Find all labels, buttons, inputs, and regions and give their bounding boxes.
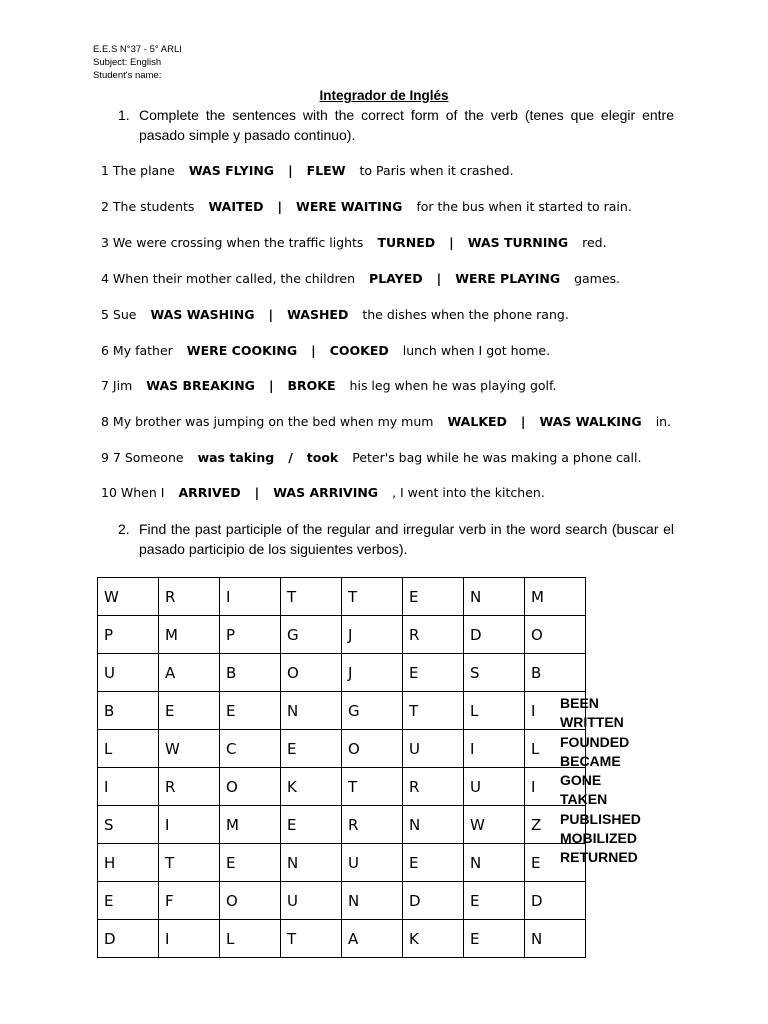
grid-cell: E [464,882,525,920]
verb-option-2: BROKE [287,378,336,393]
exercise-1-number: 1. [118,107,130,123]
grid-cell: R [403,768,464,806]
sentence-text: 1 The plane [101,163,175,178]
grid-cell: E [464,920,525,958]
grid-cell: L [464,692,525,730]
subject-line: Subject: English [93,57,162,68]
grid-cell: T [342,768,403,806]
grid-cell: F [159,882,220,920]
sentence-10 [101,485,545,500]
grid-cell: R [403,616,464,654]
sentence-text: 5 Sue [101,307,137,322]
sentence-5 [101,307,569,322]
option-separator: | [268,378,274,393]
grid-cell: R [159,768,220,806]
sentence-ending: games. [574,271,621,286]
sentence-4 [101,271,620,286]
grid-cell: E [525,844,586,882]
grid-cell: E [281,730,342,768]
grid-cell: T [159,844,220,882]
sentence-text: 6 My father [101,343,173,358]
sentence-ending: to Paris when it crashed. [359,163,514,178]
grid-cell: T [403,692,464,730]
sentence-text: 3 We were crossing when the traffic lights [101,235,364,250]
grid-cell: W [464,806,525,844]
grid-cell: T [281,920,342,958]
grid-cell: I [464,730,525,768]
grid-cell: I [525,692,586,730]
exercise-2-number: 2. [118,521,130,537]
grid-row [98,616,586,654]
verb-option-2: WAS ARRIVING [273,485,379,500]
grid-cell: C [220,730,281,768]
verb-option-2: FLEW [306,163,346,178]
sentence-1 [101,163,514,178]
verb-option-1: WERE COOKING [186,343,298,358]
grid-cell: D [464,616,525,654]
verb-option-1: WAITED [208,199,264,214]
grid-cell: E [159,692,220,730]
sentence-ending: red. [582,235,607,250]
grid-cell: G [342,692,403,730]
verb-option-1: WAS WASHING [150,307,255,322]
grid-cell: U [281,882,342,920]
option-separator: | [277,199,283,214]
verb-option-1: was taking [197,450,275,465]
grid-row [98,654,586,692]
grid-cell: O [342,730,403,768]
grid-row [98,692,586,730]
grid-cell: T [342,578,403,616]
sentence-2 [101,199,632,214]
school-line: E.E.S N°37 - 5° ARLI [93,44,182,55]
option-separator: | [520,414,526,429]
word-list-item: FOUNDED [560,733,630,750]
grid-cell: N [525,920,586,958]
grid-cell: E [220,844,281,882]
grid-cell: O [281,654,342,692]
grid-row [98,920,586,958]
grid-cell: R [159,578,220,616]
sentence-ending: his leg when he was playing golf. [349,378,557,393]
sentence-ending: the dishes when the phone rang. [362,307,569,322]
verb-option-1: PLAYED [369,271,423,286]
verb-option-2: COOKED [329,343,389,358]
grid-cell: D [403,882,464,920]
option-separator: | [254,485,260,500]
grid-cell: M [525,578,586,616]
grid-cell: Z [525,806,586,844]
grid-cell: O [525,616,586,654]
grid-cell: E [281,806,342,844]
grid-cell: H [98,844,159,882]
grid-cell: A [342,920,403,958]
grid-row [98,730,586,768]
grid-cell: N [464,578,525,616]
grid-cell: N [281,844,342,882]
sentence-7 [101,378,556,393]
grid-cell: U [464,768,525,806]
word-list-item: BECAME [560,752,621,769]
sentence-text: 7 Jim [101,378,133,393]
grid-row [98,844,586,882]
grid-cell: E [403,578,464,616]
word-list-item: PUBLISHED [560,810,641,827]
verb-option-2: took [306,450,339,465]
sentence-6 [101,343,550,358]
grid-row [98,806,586,844]
sentence-3 [101,235,607,250]
verb-option-1: TURNED [377,235,436,250]
word-list-item: BEEN [560,695,599,711]
grid-cell: I [220,578,281,616]
grid-cell: W [159,730,220,768]
sentence-text: 2 The students [101,199,195,214]
grid-cell: L [98,730,159,768]
word-list [560,694,641,868]
verb-option-2: WAS WALKING [539,414,642,429]
word-list-item: RETURNED [560,849,638,866]
grid-cell: I [525,768,586,806]
grid-cell: A [159,654,220,692]
verb-option-2: WERE PLAYING [455,271,561,286]
grid-cell: P [220,616,281,654]
option-separator: / [288,450,293,465]
grid-cell: O [220,882,281,920]
sentence-text: 4 When their mother called, the children [101,271,356,286]
sentence-text: 8 My brother was jumping on the bed when my mum [101,414,434,429]
sentence-text: 10 When I [101,485,165,500]
grid-cell: M [159,616,220,654]
grid-cell: D [525,882,586,920]
sentence-ending: in. [655,414,672,429]
grid-row [98,768,586,806]
option-separator: | [449,235,454,250]
grid-cell: E [403,844,464,882]
grid-cell: E [220,692,281,730]
sentence-ending: for the bus when it started to rain. [416,199,632,214]
grid-row [98,882,586,920]
grid-cell: T [281,578,342,616]
sentence-9 [101,450,641,465]
verb-option-1: WAS BREAKING [146,378,255,393]
verb-option-1: WAS FLYING [188,163,275,178]
grid-cell: I [159,806,220,844]
grid-cell: U [98,654,159,692]
verb-option-2: WASHED [287,307,349,322]
grid-cell: U [342,844,403,882]
grid-row [98,578,586,616]
exercise-2-instruction-text: Find the past participle of the regular and irregular verb in the word search (buscar el pasado participio de los siguientes verbos). [139,521,674,557]
worksheet-title-row [0,88,768,103]
grid-cell: B [98,692,159,730]
grid-cell: P [98,616,159,654]
grid-cell: B [525,654,586,692]
grid-cell: I [159,920,220,958]
option-separator: | [311,343,316,358]
worksheet-header [93,43,182,82]
word-list-item: MOBILIZED [560,830,637,847]
sentence-8 [101,414,671,429]
grid-cell: N [464,844,525,882]
grid-cell: E [403,654,464,692]
verb-option-1: WALKED [447,414,507,429]
grid-cell: S [464,654,525,692]
grid-cell: G [281,616,342,654]
word-list-item: WRITTEN [560,714,624,731]
grid-cell: O [220,768,281,806]
grid-cell: I [98,768,159,806]
grid-cell: K [281,768,342,806]
exercise-2-instruction [118,520,674,559]
option-separator: | [288,163,293,178]
grid-cell: L [220,920,281,958]
grid-cell: W [98,578,159,616]
sentence-ending: , I went into the kitchen. [392,485,545,500]
grid-cell: B [220,654,281,692]
sentence-ending: Peter's bag while he was making a phone call. [352,450,642,465]
option-separator: | [268,307,274,322]
verb-option-2: WERE WAITING [296,199,403,214]
grid-cell: S [98,806,159,844]
student-name-line: Student's name: [93,70,162,81]
worksheet-title: Integrador de Inglés [319,88,449,103]
grid-cell: N [403,806,464,844]
grid-cell: J [342,654,403,692]
grid-cell: U [403,730,464,768]
grid-cell: E [98,882,159,920]
grid-cell: N [281,692,342,730]
word-search-grid [97,577,586,958]
grid-cell: N [342,882,403,920]
sentence-ending: lunch when I got home. [402,343,551,358]
grid-cell: K [403,920,464,958]
word-list-item: GONE [560,772,602,789]
grid-cell: D [98,920,159,958]
sentence-text: 9 7 Someone [101,450,184,465]
grid-cell: L [525,730,586,768]
option-separator: | [436,271,442,286]
grid-cell: J [342,616,403,654]
verb-option-2: WAS TURNING [467,235,569,250]
exercise-1-instruction-text: Complete the sentences with the correct form of the verb (tenes que elegir entre pasado simple y pasado continuo). [139,107,674,143]
exercise-1-instruction [118,106,674,145]
verb-option-1: ARRIVED [178,485,241,500]
word-list-item: TAKEN [560,791,608,808]
grid-cell: M [220,806,281,844]
grid-cell: R [342,806,403,844]
